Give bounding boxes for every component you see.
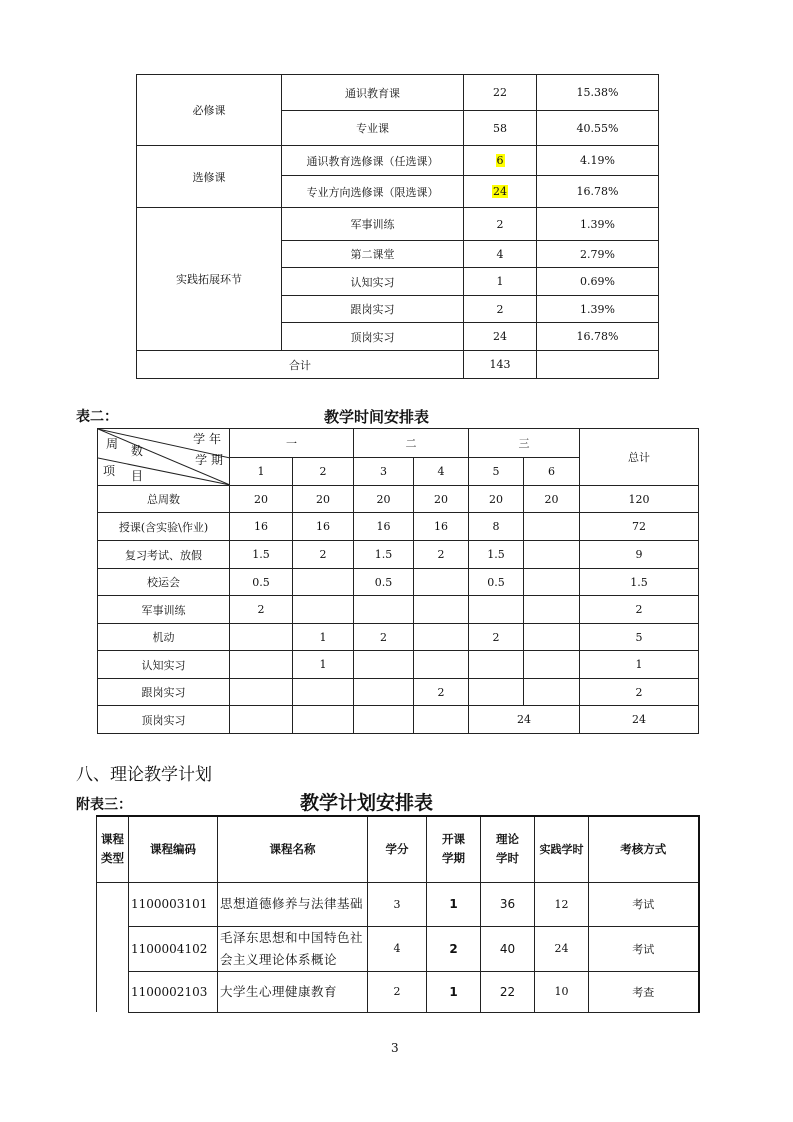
year-header: 一	[230, 429, 354, 458]
week-cell	[524, 679, 580, 706]
schedule-body	[98, 486, 699, 734]
course-name-cell: 认知实习	[282, 268, 464, 296]
week-cell	[524, 513, 580, 541]
week-cell	[524, 624, 580, 651]
weeks-label: 周	[106, 437, 119, 451]
week-cell	[354, 596, 414, 624]
week-cell: 20	[354, 486, 414, 513]
course-name-cell: 专业课	[282, 111, 464, 146]
week-cell: 2	[414, 541, 469, 569]
week-cell	[230, 651, 293, 679]
table-label: 表二：	[76, 409, 118, 425]
course-name-cell: 军事训练	[282, 208, 464, 241]
credits-cell: 22	[464, 75, 537, 111]
row-total: 5	[580, 624, 699, 651]
week-cell: 1.5	[354, 541, 414, 569]
week-cell: 2	[469, 624, 524, 651]
week-cell: 16	[230, 513, 293, 541]
percent-cell: 16.78%	[537, 176, 659, 208]
week-cell: 2	[293, 541, 354, 569]
table-row	[98, 569, 699, 596]
week-cell: 0.5	[469, 569, 524, 596]
course-term: 2	[427, 926, 481, 971]
row-item-label: 顶岗实习	[98, 706, 230, 734]
table-row	[98, 541, 699, 569]
week-cell: 20	[469, 486, 524, 513]
week-cell: 1.5	[469, 541, 524, 569]
week-cell	[354, 679, 414, 706]
credits-cell: 2	[464, 208, 537, 241]
week-cell: 16	[293, 513, 354, 541]
practice-hours: 10	[535, 971, 589, 1012]
course-credits: 4	[368, 926, 427, 971]
row-total: 1	[580, 651, 699, 679]
percent-cell: 40.55%	[537, 111, 659, 146]
highlighted-value: 6	[496, 154, 504, 167]
theory-hours: 36	[481, 882, 535, 926]
header-course-code: 课程编码	[129, 816, 218, 882]
week-cell: 16	[354, 513, 414, 541]
week-cell: 8	[469, 513, 524, 541]
diagonal-header-cell	[98, 429, 230, 486]
week-cell	[230, 706, 293, 734]
row-item-label: 机动	[98, 624, 230, 651]
item-label-2: 目	[131, 469, 144, 483]
credits-cell: 4	[464, 241, 537, 268]
week-cell	[524, 596, 580, 624]
teaching-schedule-table	[97, 428, 699, 734]
week-cell: 2	[414, 679, 469, 706]
row-item-label: 总周数	[98, 486, 230, 513]
percent-cell: 16.78%	[537, 323, 659, 351]
week-cell	[293, 569, 354, 596]
row-total: 2	[580, 596, 699, 624]
row-total: 24	[580, 706, 699, 734]
week-cell: 1	[293, 651, 354, 679]
row-item-label: 军事训练	[98, 596, 230, 624]
week-cell	[414, 624, 469, 651]
header-course-type: 课程类型	[97, 816, 129, 882]
row-item-label: 校运会	[98, 569, 230, 596]
week-cell	[524, 569, 580, 596]
week-cell	[414, 706, 469, 734]
course-type-cell	[97, 882, 129, 926]
assessment-method: 考查	[589, 971, 699, 1012]
week-cell	[469, 596, 524, 624]
percent-cell: 0.69%	[537, 268, 659, 296]
theory-hours: 22	[481, 971, 535, 1012]
category-cell: 必修课	[137, 75, 282, 146]
percent-cell: 2.79%	[537, 241, 659, 268]
row-total: 1.5	[580, 569, 699, 596]
page-number: 3	[391, 1041, 399, 1055]
course-type-cell	[97, 971, 129, 1012]
year-axis-label: 学 年	[193, 432, 221, 446]
header-theory-hours: 理论学时	[481, 816, 535, 882]
course-term: 1	[427, 882, 481, 926]
term-header: 6	[524, 458, 580, 486]
item-label: 项	[103, 464, 116, 478]
header-practice-hours: 实践学时	[535, 816, 589, 882]
week-cell: 20	[293, 486, 354, 513]
week-cell: 1.5	[230, 541, 293, 569]
week-cell: 20	[524, 486, 580, 513]
highlighted-value: 24	[493, 185, 507, 198]
weeks-label-2: 数	[131, 444, 144, 458]
table-row	[98, 486, 699, 513]
assessment-method: 考试	[589, 926, 699, 971]
row-total: 9	[580, 541, 699, 569]
total-percent-empty	[537, 351, 659, 379]
course-code: 1100002103	[129, 971, 218, 1012]
assessment-method: 考试	[589, 882, 699, 926]
course-credits: 3	[368, 882, 427, 926]
week-cell: 20	[230, 486, 293, 513]
row-item-label: 复习考试、放假	[98, 541, 230, 569]
week-cell	[524, 541, 580, 569]
week-cell: 2	[230, 596, 293, 624]
credit-distribution-table	[136, 74, 659, 379]
course-name-cell: 通识教育课	[282, 75, 464, 111]
week-cell	[293, 706, 354, 734]
practice-hours: 24	[535, 926, 589, 971]
header-row	[97, 816, 699, 882]
category-cell: 选修课	[137, 146, 282, 208]
table-row	[97, 971, 699, 1012]
week-cell: 20	[414, 486, 469, 513]
credits-cell: 58	[464, 111, 537, 146]
header-assessment: 考核方式	[589, 816, 699, 882]
course-type-cell	[97, 926, 129, 971]
term-header: 3	[354, 458, 414, 486]
teaching-plan-table	[96, 815, 700, 1013]
week-cell	[230, 624, 293, 651]
week-cell	[354, 706, 414, 734]
year-header: 三	[469, 429, 580, 458]
percent-cell: 1.39%	[537, 208, 659, 241]
table-row	[98, 624, 699, 651]
theory-hours: 40	[481, 926, 535, 971]
total-row	[137, 351, 659, 379]
merged-week-cell: 24	[469, 706, 580, 734]
week-cell	[469, 679, 524, 706]
row-total: 120	[580, 486, 699, 513]
percent-cell: 1.39%	[537, 296, 659, 323]
term-header: 1	[230, 458, 293, 486]
plan-body	[97, 882, 699, 1012]
week-cell	[524, 651, 580, 679]
term-header: 4	[414, 458, 469, 486]
course-name: 毛泽东思想和中国特色社会主义理论体系概论	[218, 926, 368, 971]
row-item-label: 授课(含实验\作业)	[98, 513, 230, 541]
course-name: 大学生心理健康教育	[218, 971, 368, 1012]
term-axis-label: 学 期	[195, 453, 223, 467]
total-credits: 143	[464, 351, 537, 379]
course-code: 1100003101	[129, 882, 218, 926]
table-row	[98, 596, 699, 624]
total-header: 总计	[580, 429, 699, 486]
table-row	[97, 882, 699, 926]
table-title: 教学计划安排表	[300, 792, 434, 814]
table-row	[98, 679, 699, 706]
percent-cell: 15.38%	[537, 75, 659, 111]
week-cell: 0.5	[354, 569, 414, 596]
week-cell	[414, 569, 469, 596]
credits-cell: 24	[464, 323, 537, 351]
course-name-cell: 第二课堂	[282, 241, 464, 268]
table-row	[98, 513, 699, 541]
row-total: 72	[580, 513, 699, 541]
week-cell: 0.5	[230, 569, 293, 596]
week-cell: 1	[293, 624, 354, 651]
row-item-label: 认知实习	[98, 651, 230, 679]
row-total: 2	[580, 679, 699, 706]
header-term: 开课学期	[427, 816, 481, 882]
credits-cell: 2	[464, 296, 537, 323]
week-cell	[414, 651, 469, 679]
week-cell	[293, 679, 354, 706]
section-heading: 八、理论教学计划	[76, 765, 212, 785]
table-row	[137, 146, 659, 176]
week-cell	[469, 651, 524, 679]
table-row	[97, 926, 699, 971]
credits-cell: 1	[464, 268, 537, 296]
table-row	[98, 706, 699, 734]
course-name: 思想道德修养与法律基础	[218, 882, 368, 926]
table-row	[137, 75, 659, 111]
table-title: 教学时间安排表	[324, 408, 430, 426]
credits-cell	[464, 176, 537, 208]
week-cell: 16	[414, 513, 469, 541]
course-name-cell: 专业方向选修课（限选课）	[282, 176, 464, 208]
week-cell	[293, 596, 354, 624]
week-cell: 2	[354, 624, 414, 651]
table-label: 附表三：	[76, 797, 132, 813]
term-header: 2	[293, 458, 354, 486]
row-item-label: 跟岗实习	[98, 679, 230, 706]
category-cell: 实践拓展环节	[137, 208, 282, 351]
course-code: 1100004102	[129, 926, 218, 971]
table-row	[98, 651, 699, 679]
course-term: 1	[427, 971, 481, 1012]
week-cell	[414, 596, 469, 624]
header-credits: 学分	[368, 816, 427, 882]
year-header: 二	[354, 429, 469, 458]
credits-cell	[464, 146, 537, 176]
course-name-cell: 跟岗实习	[282, 296, 464, 323]
practice-hours: 12	[535, 882, 589, 926]
header-row-years	[98, 429, 699, 458]
percent-cell: 4.19%	[537, 146, 659, 176]
course-name-cell: 通识教育选修课（任选课）	[282, 146, 464, 176]
header-course-name: 课程名称	[218, 816, 368, 882]
course-credits: 2	[368, 971, 427, 1012]
table-row	[137, 208, 659, 241]
course-name-cell: 顶岗实习	[282, 323, 464, 351]
total-label: 合计	[137, 351, 464, 379]
term-header: 5	[469, 458, 524, 486]
week-cell	[354, 651, 414, 679]
week-cell	[230, 679, 293, 706]
